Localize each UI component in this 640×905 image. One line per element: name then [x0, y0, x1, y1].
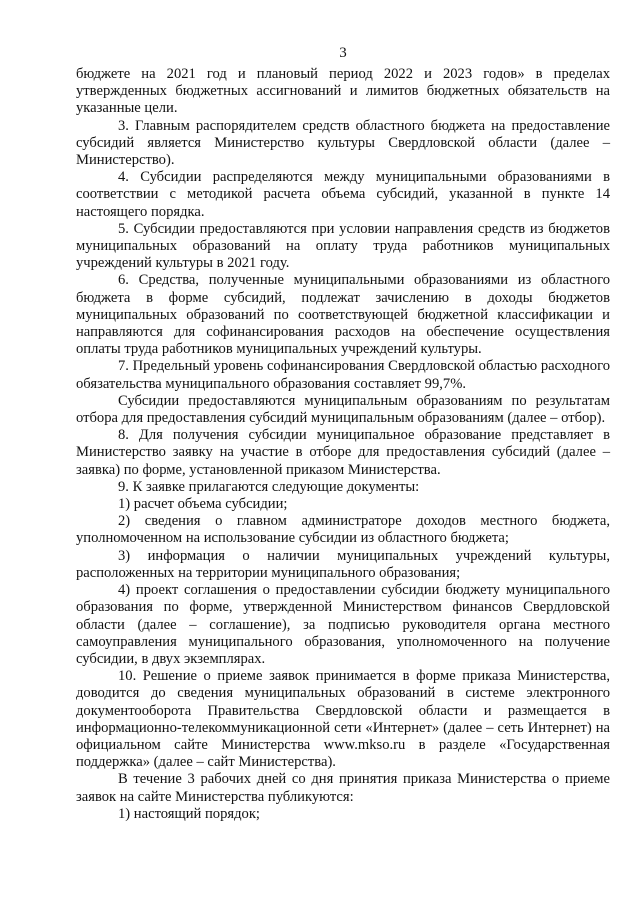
paragraph-continuation: бюджете на 2021 год и плановый период 2022 и 2023 годов» в пределах утвержденных бюджетных ассигнований и лимитов бюджетных обязательств на указанные цели. — [76, 66, 610, 117]
paragraph-item-7: 7. Предельный уровень софинансирования Свердловской областью расходного обязательства муниципального образования составляет 99,7%. — [76, 358, 610, 392]
paragraph-item-6: 6. Средства, полученные муниципальными образованиями из областного бюджета в форме субсидий, подлежат зачислению в доходы бюджетов муниципальных образований по соответствующей бюджетной классификации и направляются для софинансирования расходов на обеспечение осуществления оплаты труда работников муниципальных учреждений культуры. — [76, 272, 610, 358]
list-item-1: 1) расчет объема субсидии; — [118, 496, 288, 513]
publication-list-item-1: 1) настоящий порядок; — [118, 805, 260, 822]
paragraph-item-9: 9. К заявке прилагаются следующие документы: — [118, 478, 420, 495]
document-body — [76, 66, 610, 823]
list-item-2: 2) сведения о главном администраторе доходов местного бюджета, уполномоченном на использование субсидии из областного бюджета; — [76, 513, 610, 547]
paragraph-item-3: 3. Главным распорядителем средств областного бюджета на предоставление субсидий является Министерство культуры Свердловской области (далее – Министерство). — [76, 117, 610, 169]
paragraph-publication: В течение 3 рабочих дней со дня принятия приказа Министерства о приеме заявок на сайте Министерства публикуются: — [76, 771, 610, 805]
paragraph-selection: Субсидии предоставляются муниципальным образованиям по результатам отбора для предоставления субсидий муниципальным образованиям (далее – отбор). — [76, 392, 610, 427]
paragraph-item-4: 4. Субсидии распределяются между муниципальными образованиями в соответствии с методикой расчета объема субсидий, указанной в пункте 14 настоящего порядка. — [76, 169, 610, 220]
list-item-4: 4) проект соглашения о предоставлении субсидии бюджету муниципального образования по форме, утвержденной Министерством финансов Свердловской области (далее – соглашение), за подписью руководителя органа местного самоуправления муниципального образования, уполномоченного на получение субсидии, в двух экземплярах. — [76, 582, 610, 667]
paragraph-item-10: 10. Решение о приеме заявок принимается в форме приказа Министерства, доводится до сведения муниципальных образований в системе электронного документооборота Правительства Свердловской области и размещается в информационно-телекоммуникационной сети «Интернет» (далее – сеть Интернет) на официальном сайте Министерства www.mkso.ru в разделе «Государственная поддержка» (далее – сайт Министерства). — [76, 668, 610, 771]
page-number: 3 — [339, 45, 347, 61]
paragraph-item-5: 5. Субсидии предоставляются при условии направления средств из бюджетов муниципальных образований на оплату труда работников муниципальных учреждений культуры в 2021 году. — [76, 220, 610, 272]
list-item-3: 3) информация о наличии муниципальных учреждений культуры, расположенных на территории муниципального образования; — [76, 547, 610, 581]
paragraph-item-8: 8. Для получения субсидии муниципальное образование представляет в Министерство заявку на участие в отборе для предоставления субсидий (далее – заявка) по форме, установленной приказом Министерства. — [76, 427, 610, 478]
